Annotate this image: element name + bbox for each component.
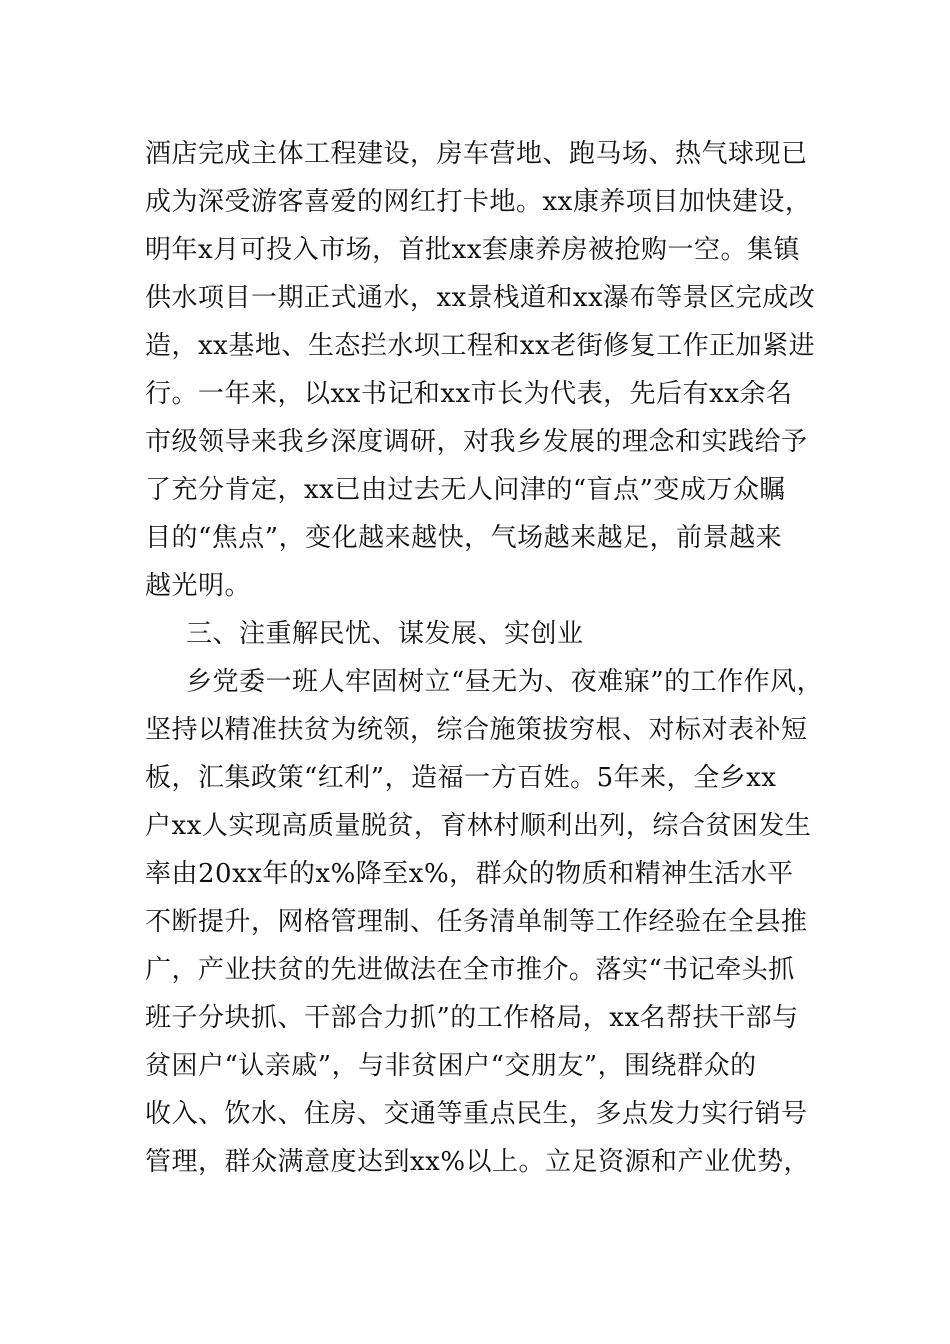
text-line: 造，xx基地、生态拦水坝工程和xx老街修复工作正加紧进 — [145, 331, 816, 361]
text-line: 行。一年来，以xx书记和xx市长为代表，先后有xx余名 — [145, 379, 793, 409]
text-line: 广，产业扶贫的先进做法在全市推介。落实“书记牵头抓 — [145, 955, 795, 985]
text-line: 乡党委一班人牢固树立“昼无为、夜难寐”的工作作风， — [186, 667, 824, 697]
text-line: 坚持以精准扶贫为统领，综合施策拔穷根、对标对表补短 — [145, 715, 808, 745]
text-line: 成为深受游客喜爱的网红打卡地。xx康养项目加快建设， — [145, 187, 812, 217]
text-line: 了充分肯定，xx已由过去无人问津的“盲点”变成万众瞩 — [145, 475, 786, 505]
text-line: 供水项目一期正式通水，xx景栈道和xx瀑布等景区完成改 — [145, 283, 816, 313]
text-line: 管理，群众满意度达到xx%以上。立足资源和产业优势， — [145, 1147, 811, 1177]
text-line: 户xx人实现高质量脱贫，育林村顺利出列，综合贫困发生 — [145, 811, 812, 841]
text-line: 市级领导来我乡深度调研，对我乡发展的理念和实践给予 — [145, 427, 808, 457]
text-line: 酒店完成主体工程建设，房车营地、跑马场、热气球现已 — [145, 139, 808, 169]
text-line: 班子分块抓、干部合力抓”的工作格局，xx名帮扶干部与 — [145, 1003, 799, 1033]
text-line: 板，汇集政策“红利”，造福一方百姓。5年来，全乡xx — [145, 763, 777, 793]
text-line: 目的“焦点”，变化越来越快，气场越来越足，前景越来 — [145, 523, 783, 553]
text-line: 率由20xx年的x%降至x%，群众的物质和精神生活水平 — [145, 859, 794, 889]
text-line: 不断提升，网格管理制、任务清单制等工作经验在全县推 — [145, 907, 808, 937]
text-line: 贫困户“认亲戚”，与非贫困户“交朋友”，围绕群众的 — [145, 1051, 757, 1081]
text-line: 越光明。 — [145, 571, 252, 601]
section-heading: 三、注重解民忧、谋发展、实创业 — [186, 619, 584, 649]
text-line: 明年x月可投入市场，首批xx套康养房被抢购一空。集镇 — [145, 235, 800, 265]
text-line: 收入、饮水、住房、交通等重点民生，多点发力实行销号 — [145, 1099, 808, 1129]
